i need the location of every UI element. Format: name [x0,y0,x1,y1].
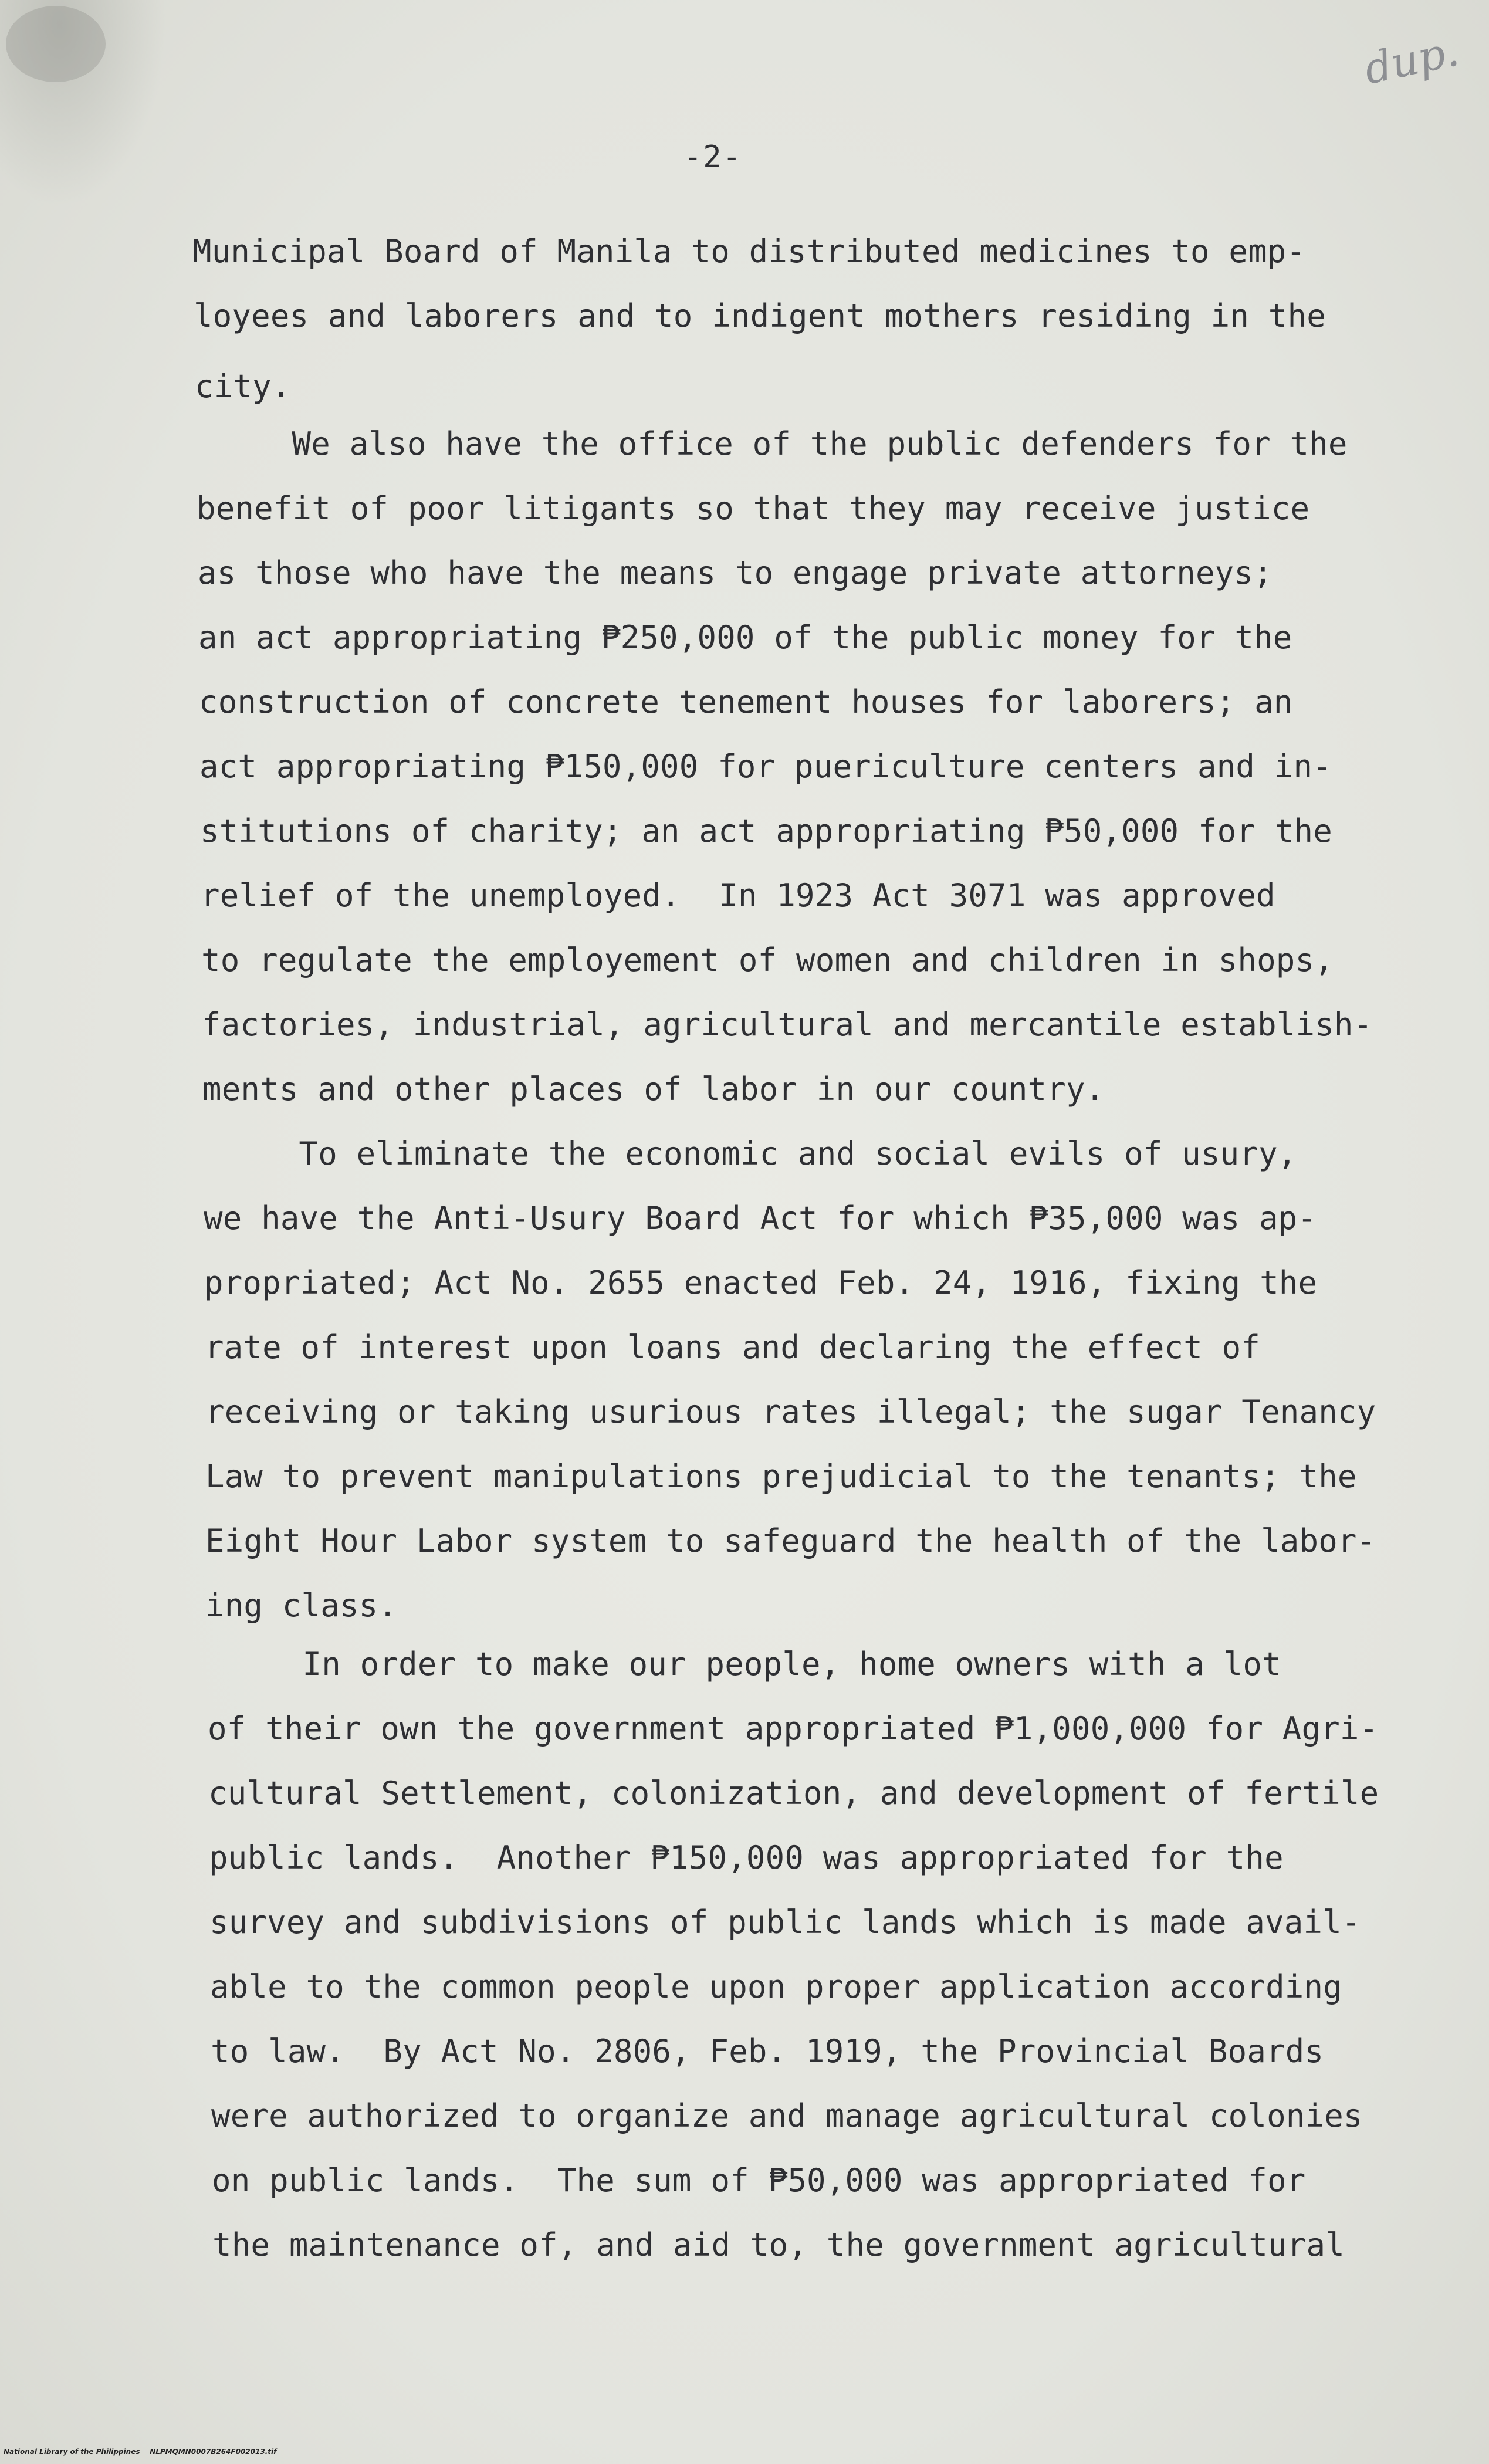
stain-mark [6,6,106,82]
archive-credit: National Library of the Philippines NLPMQMN0007B264F002013.tif [4,2448,277,2456]
text-line: Municipal Board of Manila to distributed medicines to emp- [192,233,1306,270]
text-line: as those who have the means to engage private attorneys; [198,554,1273,591]
text-line: factories, industrial, agricultural and mercantile establish- [202,1006,1373,1043]
text-line: were authorized to organize and manage agricultural colonies [211,2097,1363,2134]
page-number: -2- [683,140,742,175]
text-line: able to the common people upon proper application according [210,1968,1342,2005]
text-line: to regulate the employement of women and children in shops, [201,942,1334,979]
text-line: benefit of poor litigants so that they may receive justice [197,490,1310,527]
text-line: city. [195,368,291,405]
text-line: rate of interest upon loans and declaring the effect of [205,1329,1261,1366]
text-line: Law to prevent manipulations prejudicial to the tenants; the [205,1458,1357,1495]
text-line: ing class. [205,1587,398,1624]
text-line: survey and subdivisions of public lands which is made avail- [209,1904,1361,1941]
text-line: To eliminate the economic and social evils of usury, [203,1135,1297,1172]
text-line: Eight Hour Labor system to safeguard the health of the labor- [205,1522,1376,1559]
text-line: of their own the government appropriated ₱1,000,000 for Agri- [208,1710,1379,1747]
text-line: ments and other places of labor in our country. [202,1071,1105,1108]
handwritten-annotation: dup. [1360,26,1463,94]
text-line: public lands. Another ₱150,000 was appropriated for the [209,1839,1284,1876]
text-line: We also have the office of the public defenders for the [196,425,1348,462]
text-line: receiving or taking usurious rates illegal; the sugar Tenancy [205,1393,1376,1430]
text-line: we have the Anti-Usury Board Act for which ₱35,000 was ap- [204,1200,1317,1237]
text-line: on public lands. The sum of ₱50,000 was appropriated for [212,2162,1306,2199]
text-line: cultural Settlement, colonization, and development of fertile [208,1775,1379,1812]
text-line: stitutions of charity; an act appropriating ₱50,000 for the [200,813,1332,849]
text-line: construction of concrete tenement houses for laborers; an [199,683,1293,720]
text-line: to law. By Act No. 2806, Feb. 1919, the Provincial Boards [211,2033,1324,2070]
text-line: act appropriating ₱150,000 for puericulture centers and in- [199,748,1332,785]
text-line: propriated; Act No. 2655 enacted Feb. 24, 1916, fixing the [204,1264,1318,1301]
text-line: loyees and laborers and to indigent mothers residing in the [194,297,1326,334]
text-line: relief of the unemployed. In 1923 Act 3071 was approved [201,877,1275,914]
text-line: the maintenance of, and aid to, the government agricultural [212,2226,1345,2263]
text-line: In order to make our people, home owners with a lot [207,1646,1281,1683]
text-line: an act appropriating ₱250,000 of the public money for the [198,619,1292,656]
